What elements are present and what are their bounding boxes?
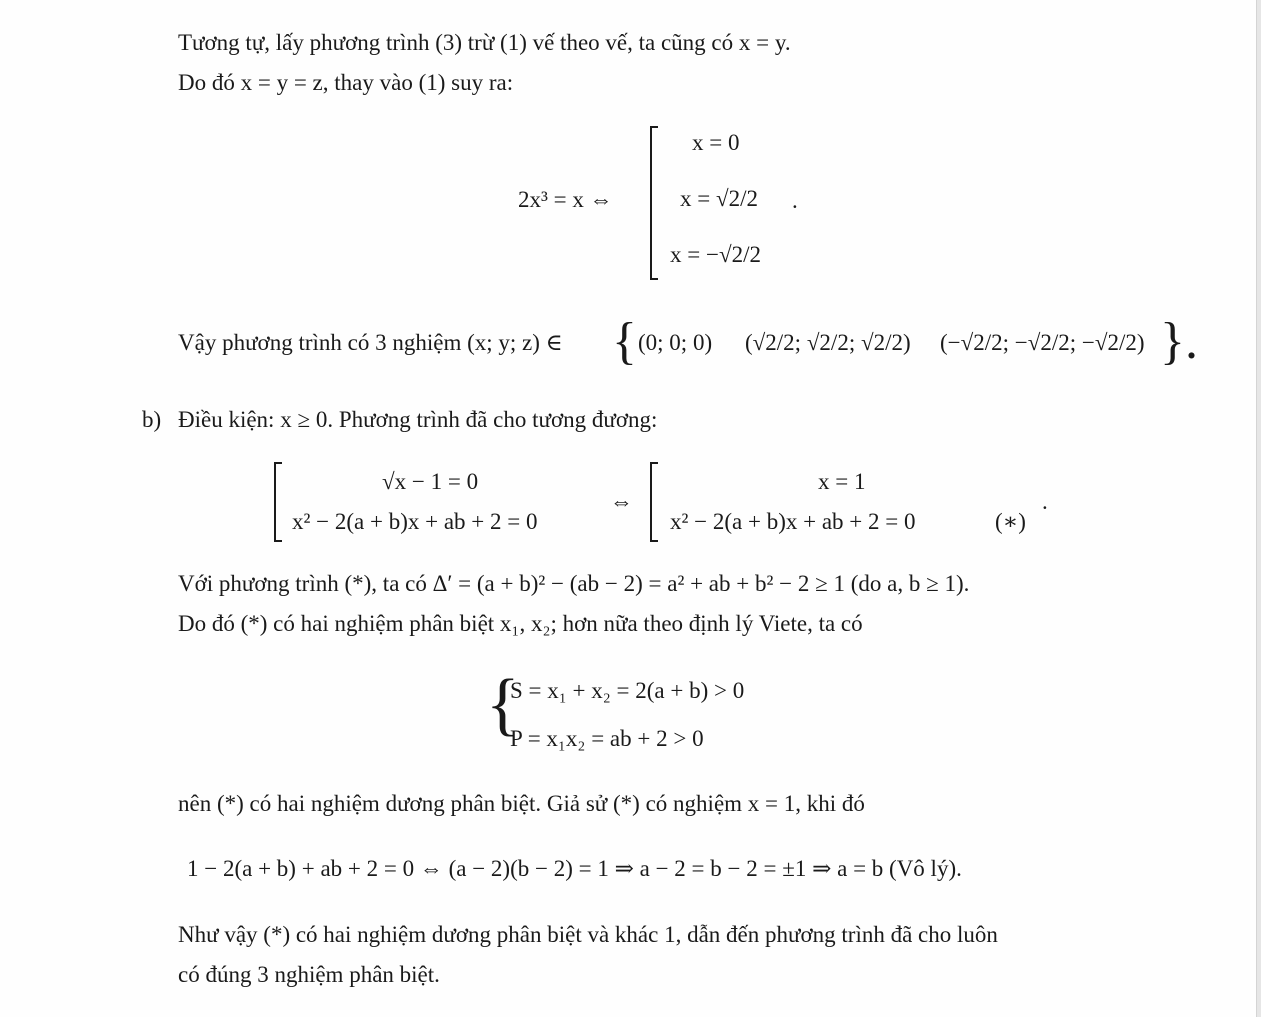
paragraph-line: Điều kiện: x ≥ 0. Phương trình đã cho tương đương:	[178, 407, 658, 432]
bracket-symbol	[274, 462, 282, 542]
right-brace-symbol: }.	[1160, 313, 1198, 370]
conclusion-prefix: Vậy phương trình có 3 nghiệm (x; y; z) ∈	[178, 330, 563, 355]
bracket-symbol	[650, 462, 658, 542]
equation-contradiction: 1 − 2(a + b) + ab + 2 = 0 ⇔ (a − 2)(b − 2) = 1 ⇒ a − 2 = b − 2 = ±1 ⇒ a = b (Vô lý).	[187, 856, 962, 881]
paragraph-line: nên (*) có hai nghiệm dương phân biệt. Giả sử (*) có nghiệm x = 1, khi đó	[178, 791, 865, 816]
left-brace-symbol: {	[612, 313, 637, 370]
paragraph-line: Do đó x = y = z, thay vào (1) suy ra:	[178, 70, 514, 95]
solution-tuple: (√2/2; √2/2; √2/2)	[745, 330, 911, 355]
part-label: b)	[142, 407, 162, 432]
case-row: x = 0	[692, 130, 740, 155]
iff-symbol: ⇔	[610, 489, 633, 514]
left-brace-symbol: {	[486, 666, 520, 743]
page-edge-divider	[1256, 0, 1261, 1017]
case-row: x = −√2/2	[670, 242, 761, 267]
case-row: x² − 2(a + b)x + ab + 2 = 0	[670, 509, 916, 534]
paragraph-line: Tương tự, lấy phương trình (3) trừ (1) vế theo vế, ta cũng có x = y.	[178, 30, 791, 55]
bracket-symbol	[650, 126, 658, 280]
equation-end: .	[1042, 489, 1048, 514]
paragraph-line: Như vậy (*) có hai nghiệm dương phân biệt và khác 1, dẫn đến phương trình đã cho luôn	[178, 922, 998, 947]
case-row: x² − 2(a + b)x + ab + 2 = 0	[292, 509, 538, 534]
equation-end: .	[792, 188, 798, 213]
case-row: √x − 1 = 0	[382, 469, 479, 494]
equation-lhs: 2x³ = x ⇔	[518, 187, 613, 212]
solution-tuple: (0; 0; 0)	[638, 330, 713, 355]
paragraph-line: Do đó (*) có hai nghiệm phân biệt x₁, x₂; hơn nữa theo định lý Viete, ta có	[178, 611, 863, 636]
case-row: x = √2/2	[680, 186, 758, 211]
case-row: x = 1	[818, 469, 866, 494]
paragraph-line: Với phương trình (*), ta có Δ′ = (a + b)² − (ab − 2) = a² + ab + b² − 2 ≥ 1 (do a, b ≥ 1).	[178, 571, 970, 596]
paragraph-line: có đúng 3 nghiệm phân biệt.	[178, 962, 440, 987]
solution-tuple: (−√2/2; −√2/2; −√2/2)	[940, 330, 1145, 355]
system-row: P = x₁x₂ = ab + 2 > 0	[510, 726, 704, 751]
system-row: S = x₁ + x₂ = 2(a + b) > 0	[510, 678, 745, 703]
equation-tag: (∗)	[995, 509, 1026, 534]
